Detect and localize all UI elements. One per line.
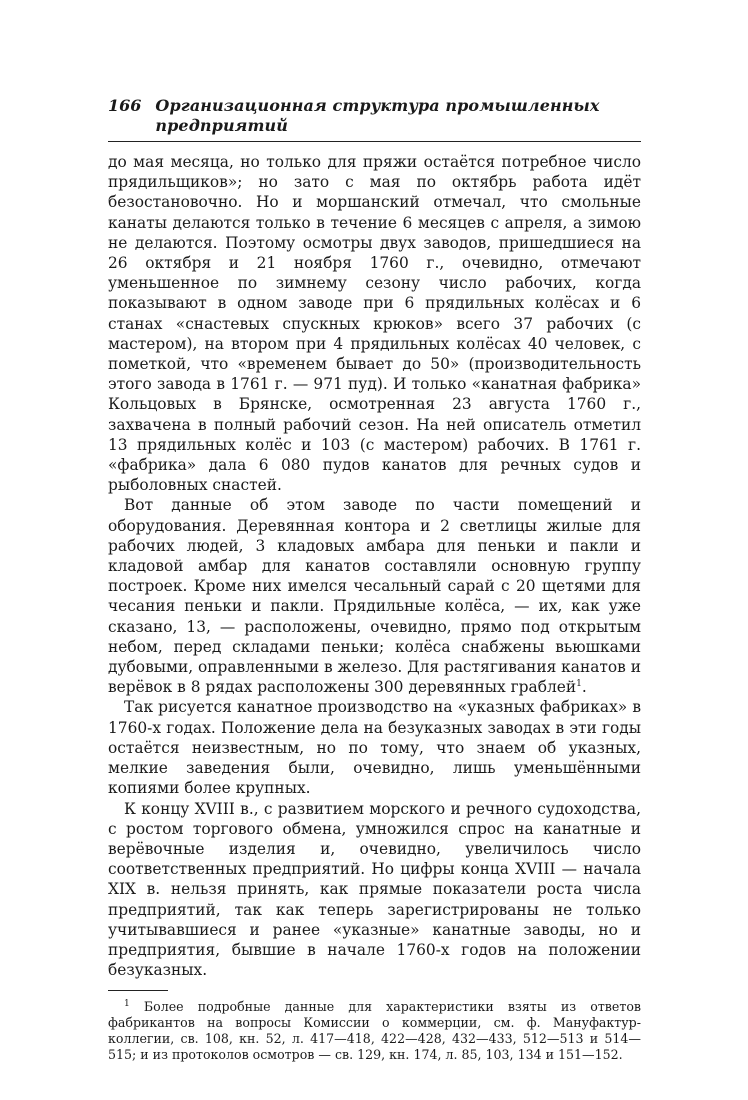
footnote-text: Более подробные данные для характеристики взяты из ответов фабрикантов на вопросы Комиссии о коммерции, см. ф. Мануфактур-коллегии, св. 108, кн. 52, л. 417—418, 422—428, 432—433, 512—513 и 514—515; и из протоколов осмотров — св. 129, кн. 174, л. 85, 103, 134 и 151—152.	[108, 999, 641, 1063]
running-header	[108, 96, 641, 142]
paragraph-3: Так рисуется канатное производство на «указных фабриках» в 1760-х годах. Положение дела на безуказных заводах в эти годы остаётся неизвестным, но по тому, что знаем об указных, мелкие заведения были, очевидно, лишь уменьшёнными копиями более крупных.	[108, 698, 641, 798]
paragraph-2: Вот данные об этом заводе по части помещений и оборудования. Деревянная контора и 2 светлицы жилые для рабочих людей, 3 кладовых амбара для пеньки и пакли и кладовой амбар для канатов составляли основную группу построек. Кроме них имелся чесальный сарай с 20 щетями для чесания пеньки и пакли. Прядильные колёса, — их, как уже сказано, 13, — расположены, очевидно, прямо под открытым небом, перед складами пеньки; колёса снабжены вьюшками дубовыми, оправленными в железо. Для растягивания канатов и верёвок в 8 рядах расположены 300 деревянных граблей$^1$.	[108, 496, 641, 697]
footnote-reference: 1	[576, 679, 582, 690]
paragraph-4: К концу XVIII в., с развитием морского и речного судоходства, с ростом торгового обмена, умножился спрос на канатные и верёвочные изделия и, очевидно, увеличилось число соответственных предприятий. Но цифры конца XVIII — начала XIX в. нельзя принять, как прямые показатели роста числа предприятий, так как теперь зарегистрированы не только учитывавшиеся и ранее «указные» канатные заводы, но и предприятия, бывшие в начале 1760-х годов на положении безуказных.	[108, 799, 641, 980]
page-number: 166	[108, 96, 142, 115]
footnote-marker: 1	[124, 999, 130, 1010]
book-page	[108, 96, 641, 1063]
footnote-divider	[108, 990, 168, 991]
running-title: Организационная структура промышленных предприятий	[155, 96, 600, 135]
footnote	[108, 999, 641, 1063]
paragraph-1: до мая месяца, но только для пряжи остаётся потребное число прядильщиков»; но зато с мая по октябрь работа идёт безостановочно. Но и моршанский отмечал, что смольные канаты делаются только в течение 6 месяцев с апреля, а зимою не делаются. Поэтому осмотры двух заводов, пришедшиеся на 26 октября и 21 ноября 1760 г., очевидно, отмечают уменьшенное по зимнему сезону число рабочих, когда показывают в одном заводе при 6 прядильных колёсах и 6 станах «снастевых спускных крюков» всего 37 рабочих (с мастером), на втором при 4 прядильных колёсах 40 человек, с пометкой, что «временем бывает до 50» (производительность этого завода в 1761 г. — 971 пуд). И только «канатная фабрика» Кольцовых в Брянске, осмотренная 23 августа 1760 г., захвачена в полный рабочий сезон. На ней описатель отметил 13 прядильных колёс и 103 (с мастером) рабочих. В 1761 г. «фабрика» дала 6 080 пудов канатов для речных судов и рыболовных снастей.	[108, 153, 641, 495]
paragraph-2-text: Вот данные об этом заводе по части помещений и оборудования. Деревянная контора и 2 светлицы жилые для рабочих людей, 3 кладовых амбара для пеньки и пакли и кладовой амбар для канатов составляли основную группу построек. Кроме них имелся чесальный сарай с 20 щетями для чесания пеньки и пакли. Прядильные колёса, — их, как уже сказано, 13, — расположены, очевидно, прямо под открытым небом, перед складами пеньки; колёса снабжены вьюшками дубовыми, оправленными в железо. Для растягивания канатов и верёвок в 8 рядах расположены 300 деревянных граблей	[108, 496, 641, 697]
body-text	[108, 152, 641, 980]
